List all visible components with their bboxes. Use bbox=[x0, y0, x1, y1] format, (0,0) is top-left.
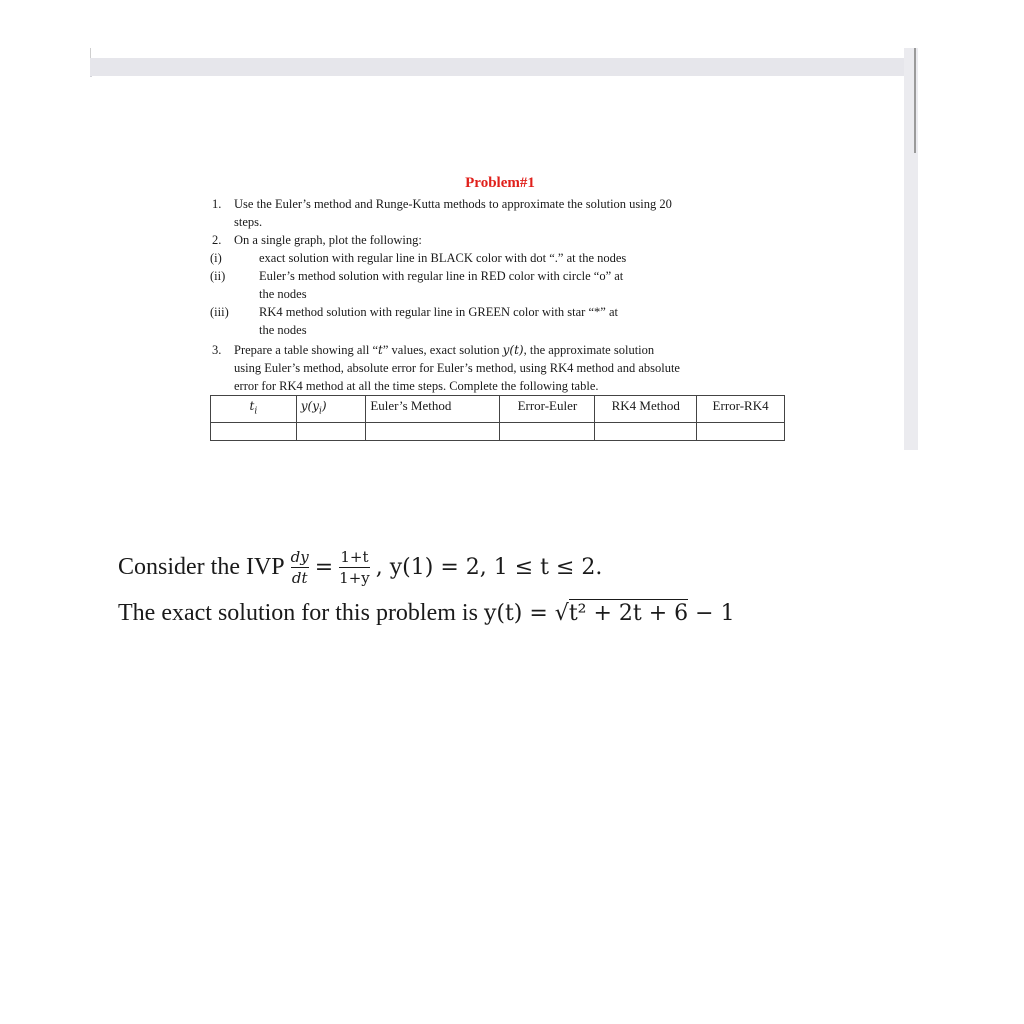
item-2-number: 2. bbox=[212, 233, 222, 247]
item-3-line-2: using Euler’s method, absolute error for Euler’s method, using RK4 method and absolute bbox=[234, 361, 680, 375]
radicand: t² + 2t + 6 bbox=[568, 601, 689, 626]
fraction-bar bbox=[291, 567, 309, 568]
header-t-i bbox=[211, 396, 297, 423]
dy-dt-fraction bbox=[291, 548, 309, 587]
y-of-t-symbol: y(t) bbox=[502, 343, 524, 357]
frame-edge bbox=[90, 48, 91, 58]
ivp-statement bbox=[118, 548, 602, 587]
results-table bbox=[210, 395, 785, 441]
header-y-base: y(y bbox=[300, 399, 319, 413]
ivp-prefix: Consider the IVP bbox=[118, 554, 285, 580]
table-cell bbox=[595, 422, 697, 440]
exact-prefix: The exact solution for this problem is bbox=[118, 600, 484, 626]
item-1-line-1: Use the Euler’s method and Runge-Kutta methods to approximate the solution using 20 bbox=[234, 197, 672, 211]
subitem-i-number: (i) bbox=[210, 251, 222, 265]
subitem-ii-number: (ii) bbox=[210, 269, 226, 283]
ivp-conditions: , y(1) = 2, 1 ≤ t ≤ 2. bbox=[375, 555, 603, 580]
item-3-line-3: error for RK4 method at all the time steps. Complete the following table. bbox=[234, 379, 599, 393]
item-3-post: , the approximate solution bbox=[523, 343, 655, 357]
table-cell bbox=[697, 422, 785, 440]
header-error-rk4: Error-RK4 bbox=[697, 396, 785, 423]
problem-title: Problem#1 bbox=[465, 175, 535, 191]
dy-numerator: dy bbox=[290, 548, 309, 566]
dt-denominator: dt bbox=[291, 569, 308, 587]
viewer-top-bar bbox=[90, 58, 914, 77]
rhs-numerator: 1+t bbox=[340, 548, 369, 566]
subitem-i-line-1: exact solution with regular line in BLACK color with dot “.” at the nodes bbox=[259, 251, 627, 265]
item-3-line-1 bbox=[234, 341, 654, 359]
header-y-close: ) bbox=[321, 399, 327, 413]
item-3-pre: Prepare a table showing all “ bbox=[234, 343, 379, 357]
subitem-ii-line-1: Euler’s method solution with regular line in RED color with circle “o” at bbox=[259, 269, 624, 283]
subitem-iii-line-2: the nodes bbox=[259, 323, 307, 337]
header-euler-method: Euler’s Method bbox=[366, 396, 500, 423]
header-t-base: t bbox=[249, 399, 255, 413]
item-2-line-1: On a single graph, plot the following: bbox=[234, 233, 422, 247]
rhs-denominator: 1+y bbox=[339, 569, 370, 587]
subitem-iii-number: (iii) bbox=[210, 305, 229, 319]
table-header-row bbox=[211, 396, 785, 423]
fraction-bar bbox=[339, 567, 370, 568]
ivp-equals: = bbox=[314, 555, 334, 580]
item-1-number: 1. bbox=[212, 197, 222, 211]
header-rk4-method: RK4 Method bbox=[595, 396, 697, 423]
rhs-fraction bbox=[339, 548, 370, 587]
header-y-y-i bbox=[296, 396, 366, 423]
sqrt-expression bbox=[555, 601, 688, 626]
item-3-number: 3. bbox=[212, 343, 222, 357]
subitem-iii-line-1: RK4 method solution with regular line in GREEN color with star “*” at bbox=[259, 305, 618, 319]
subitem-ii-line-2: the nodes bbox=[259, 287, 307, 301]
viewer-scrollbar-thumb[interactable] bbox=[914, 48, 916, 153]
header-y-sub: i bbox=[318, 406, 322, 417]
t-symbol: t bbox=[378, 343, 383, 357]
item-3-mid: ” values, exact solution bbox=[382, 343, 503, 357]
exact-tail: − 1 bbox=[688, 601, 735, 626]
exact-lhs: y(t) = bbox=[483, 601, 555, 626]
item-1-line-2: steps. bbox=[234, 215, 263, 229]
table-cell bbox=[211, 422, 297, 440]
header-t-sub: i bbox=[254, 406, 258, 417]
header-error-euler: Error-Euler bbox=[500, 396, 595, 423]
sqrt-symbol-icon: √ bbox=[554, 601, 569, 626]
table-cell bbox=[366, 422, 500, 440]
table-cell bbox=[296, 422, 366, 440]
exact-solution bbox=[118, 600, 735, 627]
table-row bbox=[211, 422, 785, 440]
table-cell bbox=[500, 422, 595, 440]
